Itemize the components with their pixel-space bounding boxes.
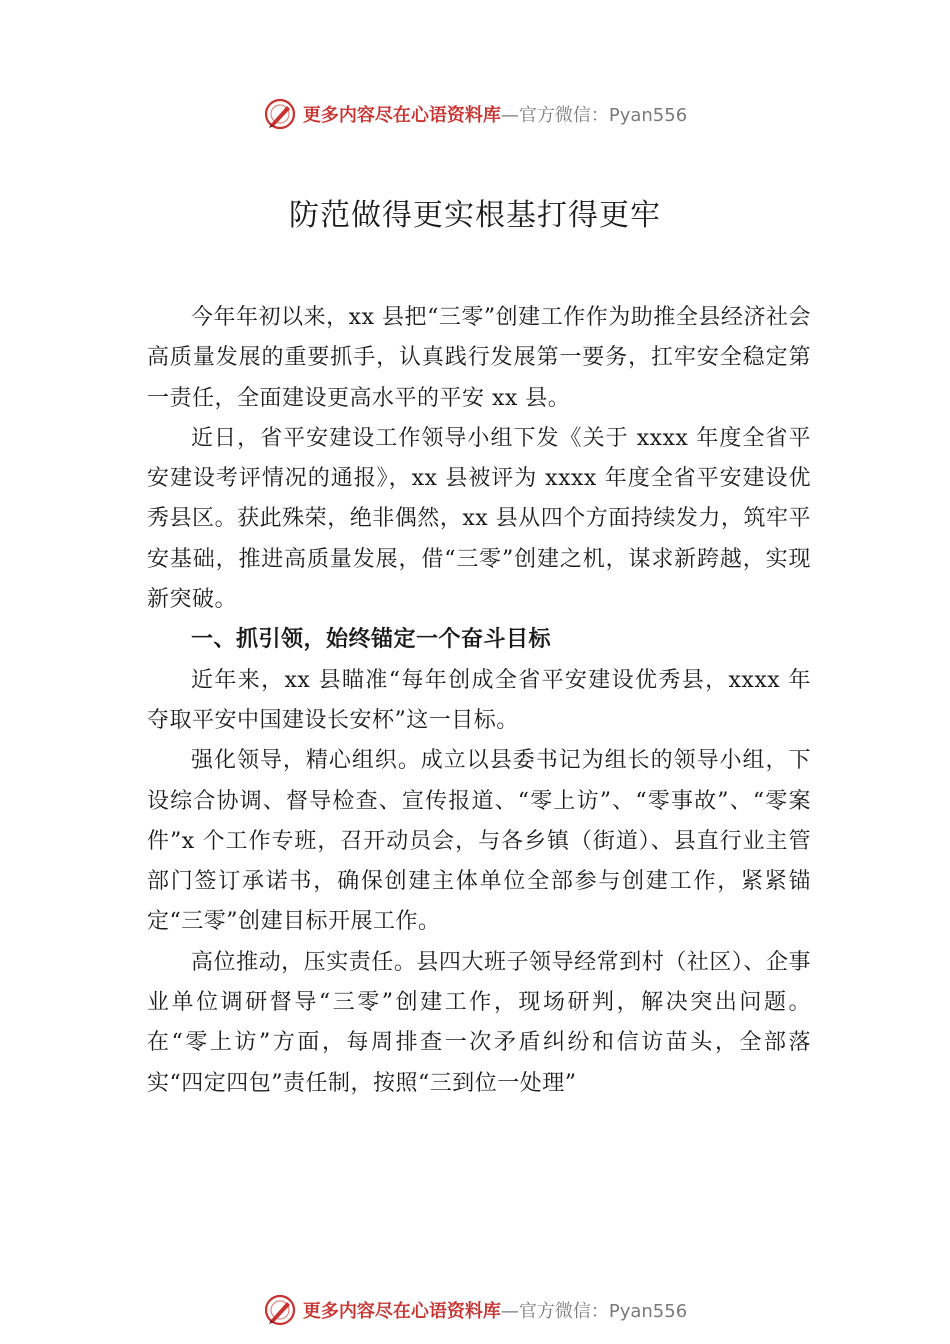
watermark-red-text: 更多内容尽在心语资料库 xyxy=(302,105,501,126)
paragraph: 强化领导，精心组织。成立以县委书记为组长的领导小组，下设综合协调、督导检查、宣传报道、“零上访”、“零事故”、“零案件”x 个工作专班，召开动员会，与各乡镇（街道）、县直行业主管部门签订承诺书，确保创建主体单位全部参与创建工作，紧紧锚定“三零”创建目标开展工作。 xyxy=(147,748,811,935)
paragraph: 高位推动，压实责任。县四大班子领导经常到村（社区）、企事业单位调研督导“三零”创建工作，现场研判，解决突出问题。在“零上访”方面，每周排查一次矛盾纠纷和信访苗头，全部落实“四定四包”责任制，按照“三到位一处理” xyxy=(147,949,811,1096)
document-title: 防范做得更实根基打得更牢 xyxy=(289,198,661,233)
watermark-gray-text: —官方微信：Pyan556 xyxy=(500,105,688,126)
paragraph: 近日，省平安建设工作领导小组下发《关于 xxxx 年度全省平安建设考评情况的通报》，xx 县被评为 xxxx 年度全省平安建设优秀县区。获此殊荣，绝非偶然，xx 县从四个方面持续发力，筑牢平安基础，推进高质量发展，借“三零”创建之机，谋求新跨越，实现新突破。 xyxy=(147,425,811,613)
paragraph: 近年来，xx 县瞄准“每年创成全省平安建设优秀县，xxxx 年夺取平安中国建设长安杯”这一目标。 xyxy=(147,667,811,733)
pen-logo-icon xyxy=(263,97,297,131)
section-heading: 一、抓引领，始终锚定一个奋斗目标 xyxy=(191,627,552,653)
watermark-gray-text: —官方微信：Pyan556 xyxy=(500,1301,688,1322)
document-body xyxy=(147,298,811,1104)
watermark-banner-top xyxy=(0,94,950,134)
watermark-red-text: 更多内容尽在心语资料库 xyxy=(302,1301,501,1322)
paragraph: 今年年初以来，xx 县把“三零”创建工作作为助推全县经济社会高质量发展的重要抓手，认真践行发展第一要务，扛牢安全稳定第一责任，全面建设更高水平的平安 xx 县。 xyxy=(147,305,811,411)
pen-logo-icon xyxy=(263,1293,297,1327)
watermark-banner-bottom xyxy=(0,1290,950,1330)
